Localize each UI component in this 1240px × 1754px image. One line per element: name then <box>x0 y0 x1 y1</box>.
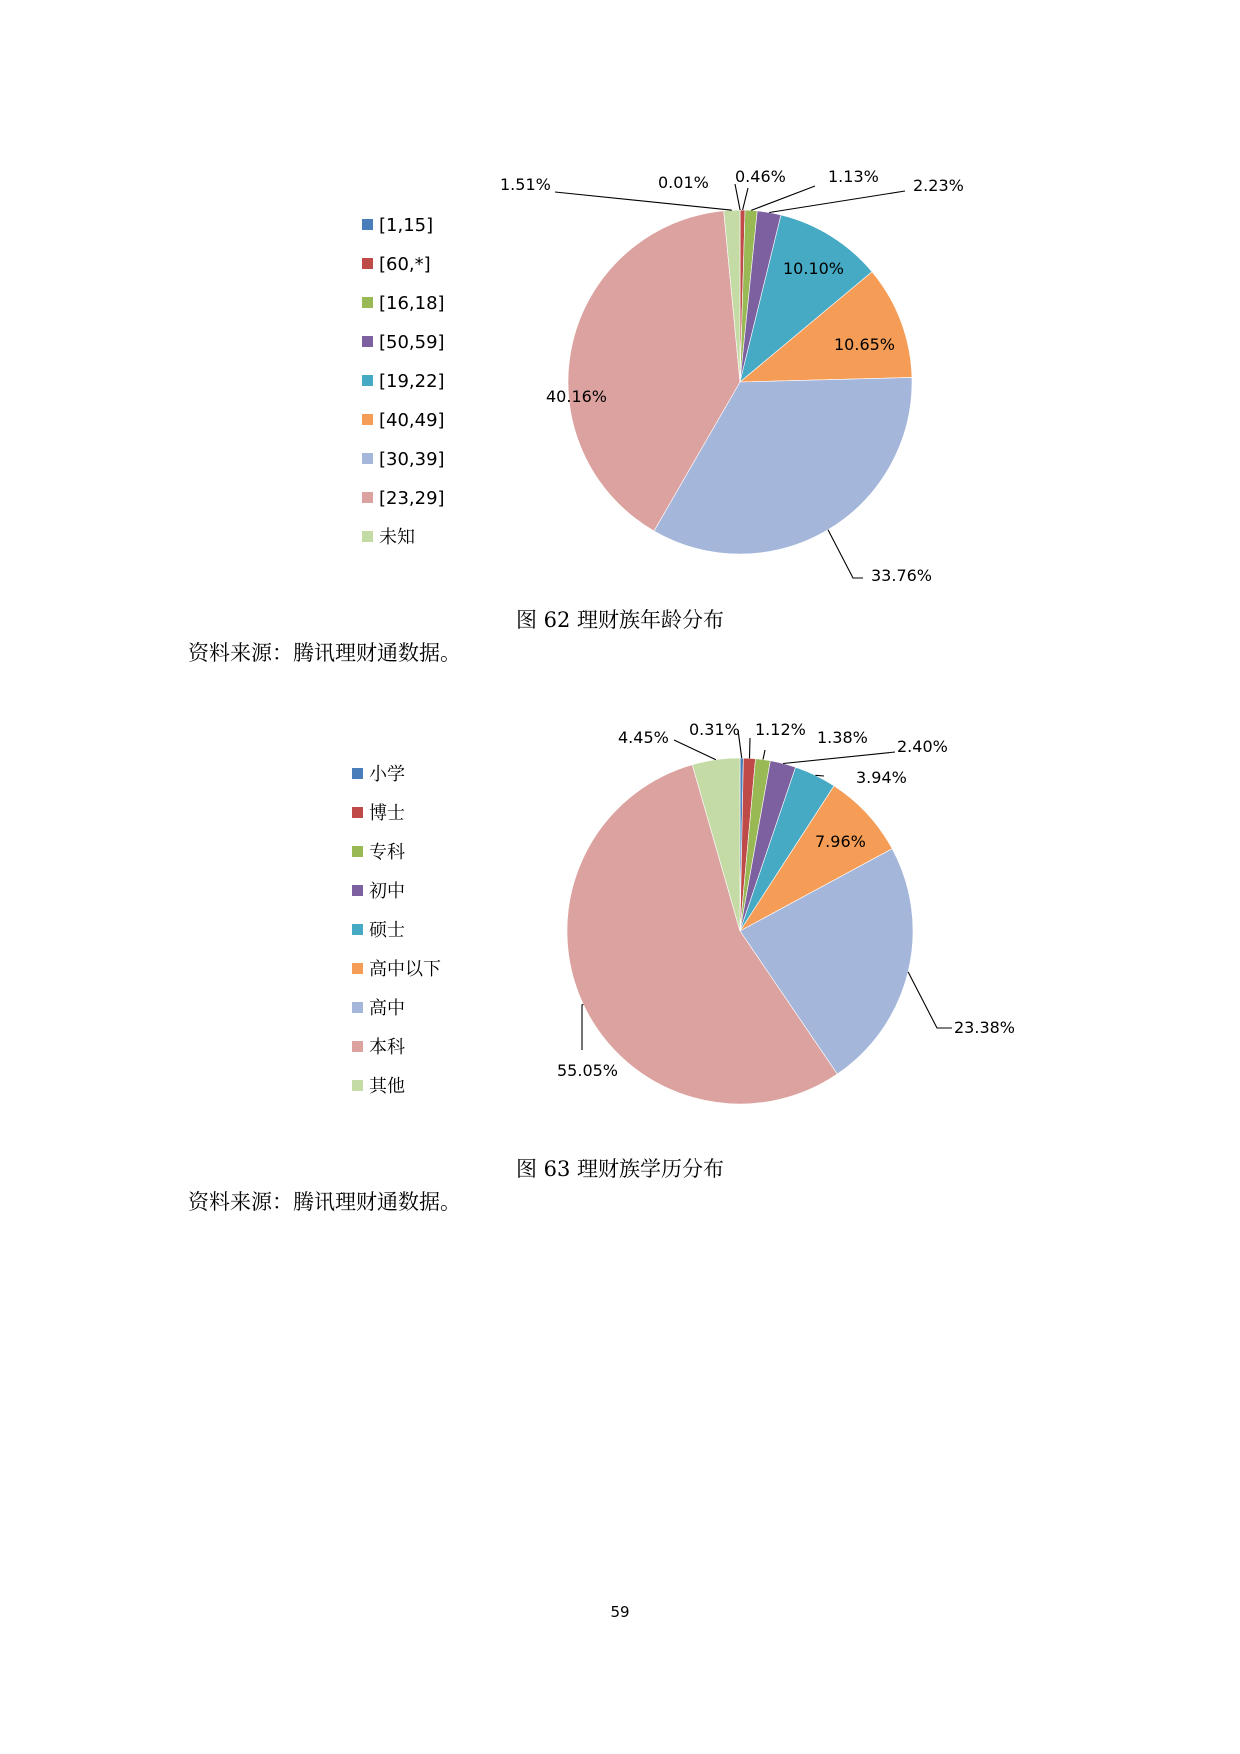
legend-label-6: [30,39] <box>379 449 445 470</box>
legend-label-0: [1,15] <box>379 215 434 236</box>
page-number: 59 <box>610 1603 630 1621</box>
legend-swatch-4 <box>352 924 363 935</box>
data-label-6: 33.76% <box>871 566 933 585</box>
legend-label-2: [16,18] <box>379 293 445 314</box>
data-label-7: 40.16% <box>546 387 608 406</box>
figure-63-source: 资料来源：腾讯理财通数据。 <box>188 1190 461 1214</box>
legend-swatch-1 <box>352 807 363 818</box>
legend-swatch-7 <box>352 1041 363 1052</box>
data-label-3: 2.40% <box>897 737 948 756</box>
legend-swatch-6 <box>362 453 373 464</box>
data-label-0: 0.01% <box>658 173 709 192</box>
legend-label-5: [40,49] <box>379 410 445 431</box>
leader-line-6 <box>908 972 952 1028</box>
data-label-8: 4.45% <box>618 728 669 747</box>
legend-label-8: 其他 <box>369 1076 405 1097</box>
legend-label-0: 小学 <box>369 764 405 785</box>
legend-swatch-0 <box>362 219 373 230</box>
legend-swatch-1 <box>362 258 373 269</box>
data-label-4: 10.10% <box>783 259 845 278</box>
data-label-0: 0.31% <box>689 720 740 739</box>
legend-label-7: [23,29] <box>379 488 445 509</box>
legend-label-3: 初中 <box>369 881 405 902</box>
legend-label-6: 高中 <box>369 998 405 1019</box>
data-label-7: 55.05% <box>557 1061 619 1080</box>
legend-swatch-3 <box>362 336 373 347</box>
legend-swatch-8 <box>352 1080 363 1091</box>
leader-line-7 <box>582 1004 583 1050</box>
data-label-3: 2.23% <box>913 176 964 195</box>
leader-line-4 <box>815 775 824 776</box>
data-label-1: 0.46% <box>735 167 786 186</box>
legend-swatch-2 <box>362 297 373 308</box>
leader-line-0 <box>735 184 740 210</box>
education-pie-chart <box>0 700 1240 1160</box>
legend-label-1: 博士 <box>369 803 405 824</box>
legend-swatch-7 <box>362 492 373 503</box>
leader-line-8 <box>674 740 716 760</box>
legend-swatch-5 <box>362 414 373 425</box>
data-label-5: 7.96% <box>815 832 866 851</box>
legend-label-7: 本科 <box>369 1037 405 1058</box>
data-label-2: 1.13% <box>828 167 879 186</box>
data-label-6: 23.38% <box>954 1018 1016 1037</box>
legend-label-5: 高中以下 <box>369 959 441 980</box>
figure-63-caption: 图 63 理财族学历分布 <box>515 1157 725 1181</box>
legend-label-8: 未知 <box>379 527 415 548</box>
legend-label-4: [19,22] <box>379 371 445 392</box>
legend-swatch-3 <box>352 885 363 896</box>
leader-line-6 <box>828 530 863 578</box>
figure-62-source: 资料来源：腾讯理财通数据。 <box>188 641 461 665</box>
legend-swatch-5 <box>352 963 363 974</box>
leader-line-1 <box>750 738 751 758</box>
legend-swatch-0 <box>352 768 363 779</box>
legend-swatch-8 <box>362 531 373 542</box>
data-label-5: 10.65% <box>834 335 896 354</box>
legend-swatch-6 <box>352 1002 363 1013</box>
legend-label-3: [50,59] <box>379 332 445 353</box>
data-label-1: 1.12% <box>755 720 806 739</box>
data-label-8: 1.51% <box>500 175 551 194</box>
leader-line-2 <box>763 750 765 760</box>
legend-label-2: 专科 <box>369 842 405 863</box>
figure-62-caption: 图 62 理财族年龄分布 <box>515 608 725 632</box>
leader-line-8 <box>555 192 732 210</box>
leader-line-3 <box>783 752 895 764</box>
legend-label-1: [60,*] <box>379 254 431 275</box>
legend-swatch-2 <box>352 846 363 857</box>
leader-line-1 <box>743 188 748 210</box>
data-label-4: 3.94% <box>856 768 907 787</box>
legend-swatch-4 <box>362 375 373 386</box>
data-label-2: 1.38% <box>817 728 868 747</box>
legend-label-4: 硕士 <box>369 920 405 941</box>
leader-line-3 <box>769 191 905 213</box>
age-pie-chart <box>0 160 1240 620</box>
